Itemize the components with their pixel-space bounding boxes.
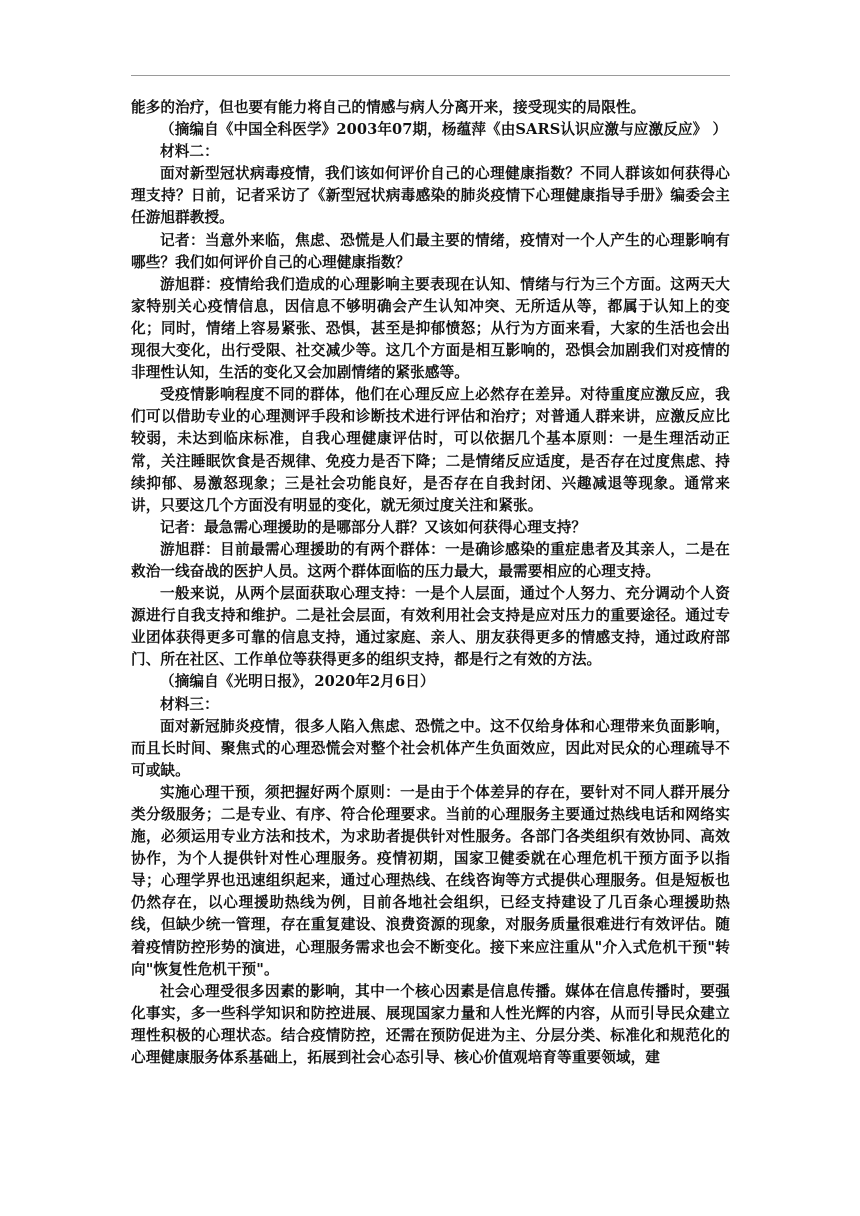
paragraph: 能多的治疗，但也要有能力将自己的情感与病人分离开来，接受现实的局限性。 xyxy=(131,99,646,116)
paragraph: 材料二： xyxy=(160,143,219,161)
paragraph: 受疫情影响程度不同的群体，他们在心理反应上必然存在差异。对待重度应激反应，我们可以借助专业的心理测评手段和诊断技术进行评估和治疗；对普通人群来讲，应激反应比较弱，未达到临床标准，自我心理健康评估时，可以依据几个基本原则：一是生理活动正常，关注睡眠饮食是否规律、免疫力是否下降；二是情绪反应适度，是否存在过度焦虑、持续抑郁、易激怒现象；三是社会功能良好，是否存在自我封闭、兴趣减退等现象。通常来讲，只要这几个方面没有明显的变化，就无须过度关注和紧张。 xyxy=(131,386,730,514)
paragraph: （摘编自《光明日报》，2020年2月6日） xyxy=(160,673,435,691)
paragraph: 实施心理干预，须把握好两个原则：一是由于个体差异的存在，要针对不同人群开展分类分级服务；二是专业、有序、符合伦理要求。当前的心理服务主要通过热线电话和网络实施，必须运用专业方法和技术，为求助者提供针对性服务。各部门各类组织有效协同、高效协作，为个人提供针对性心理服务。疫情初期，国家卫健委就在心理危机干预方面予以指导；心理学界也迅速组织起来，通过心理热线、在线咨询等方式提供心理服务。但是短板也仍然存在，以心理援助热线为例，目前各地社会组织，已经支持建设了几百条心理援助热线，但缺少统一管理，存在重复建设、浪费资源的现象，对服务质量很难进行有效评估。随着疫情防控形势的演进，心理服务需求也会不断变化。接下来应注重从"介入式危机干预"转向"恢复性危机干预"。 xyxy=(131,783,730,978)
paragraph: 面对新冠肺炎疫情，很多人陷入焦虑、恐慌之中。这不仅给身体和心理带来负面影响，而且长时间、聚焦式的心理恐慌会对整个社会机体产生负面效应，因此对民众的心理疏导不可或缺。 xyxy=(131,717,730,779)
paragraph: 游旭群：疫情给我们造成的心理影响主要表现在认知、情绪与行为三个方面。这两天大家特别关心疫情信息，因信息不够明确会产生认知冲突、无所适从等，都属于认知上的变化；同时，情绪上容易紧张、恐惧，甚至是抑郁愤怒；从行为方面来看，大家的生活也会出现很大变化，出行受限、社交减少等。这几个方面是相互影响的，恐惧会加剧我们对疫情的非理性认知，生活的变化又会加剧情绪的紧张感等。 xyxy=(131,275,730,382)
paragraph: 游旭群：目前最需心理援助的有两个群体：一是确诊感染的重症患者及其亲人，二是在救治一线奋战的医护人员。这两个群体面临的压力最大，最需要相应的心理支持。 xyxy=(131,540,730,580)
paragraph: （摘编自《中国全科医学》2003年07期，杨蕴萍《由SARS认识应激与应激反应》 ） xyxy=(160,121,728,139)
paragraph: 一般来说，从两个层面获取心理支持：一是个人层面，通过个人努力、充分调动个人资源进行自我支持和维护。二是社会层面，有效利用社会支持是应对压力的重要途径。通过专业团体获得更多可靠的信息支持，通过家庭、亲人、朋友获得更多的情感支持，通过政府部门、所在社区、工作单位等获得更多的组织支持，都是行之有效的方法。 xyxy=(131,585,730,669)
document-body xyxy=(131,97,730,1069)
paragraph: 面对新型冠状病毒疫情，我们该如何评价自己的心理健康指数？不同人群该如何获得心理支持？日前，记者采访了《新型冠状病毒感染的肺炎疫情下心理健康指导手册》编委会主任游旭群教授。 xyxy=(131,165,730,227)
paragraph: 记者：当意外来临，焦虑、恐慌是人们最主要的情绪，疫情对一个人产生的心理影响有哪些？我们如何评价自己的心理健康指数？ xyxy=(131,231,730,271)
paragraph: 材料三： xyxy=(160,695,219,713)
paragraph: 记者：最急需心理援助的是哪部分人群？又该如何获得心理支持？ xyxy=(160,518,587,536)
header-divider xyxy=(131,75,730,76)
paragraph: 社会心理受很多因素的影响，其中一个核心因素是信息传播。媒体在信息传播时，要强化事实，多一些科学知识和防控进展、展现国家力量和人性光辉的内容，从而引导民众建立理性积极的心理状态。结合疫情防控，还需在预防促进为主、分层分类、标准化和规范化的心理健康服务体系基础上，拓展到社会心态引导、核心价值观培育等重要领域，建 xyxy=(131,982,730,1067)
